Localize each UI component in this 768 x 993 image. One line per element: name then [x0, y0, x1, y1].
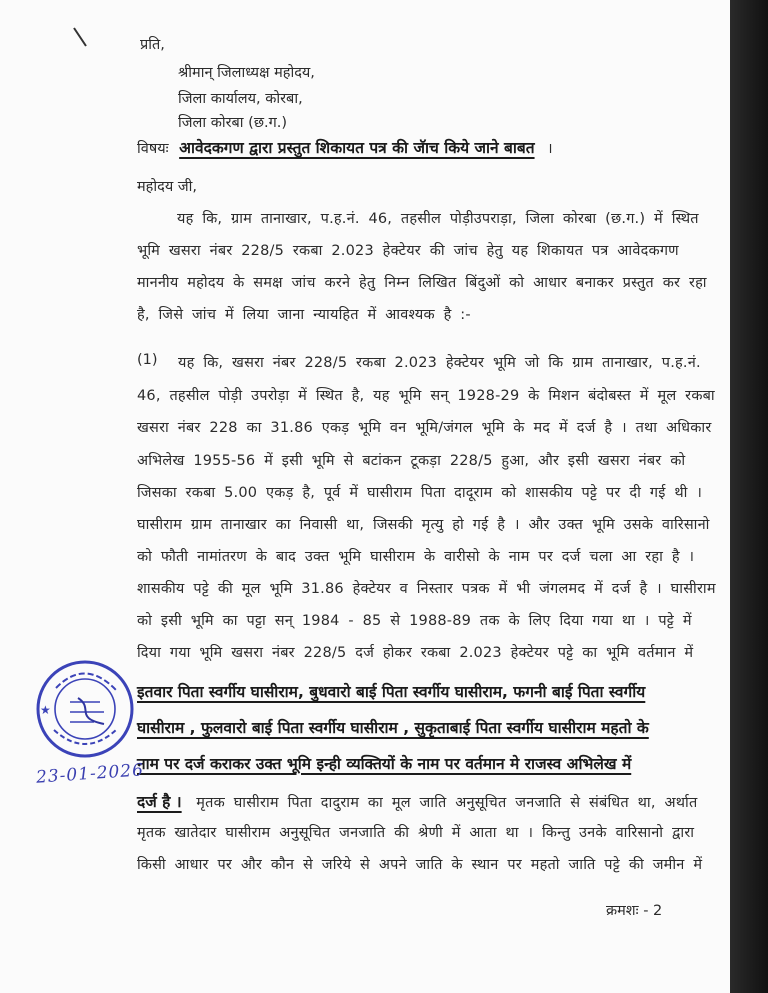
salutation: महोदय जी,: [137, 179, 197, 195]
pen-stroke-mark: [72, 26, 88, 48]
point-line: मृतक खातेदार घासीराम अनुसूचित जनजाति की श्रेणी में आता था । किन्तु उनके वारिसानो द्वारा: [137, 825, 695, 841]
subject-end: ।: [547, 141, 553, 157]
subject-label: विषयः: [137, 141, 169, 157]
point-tail-line: [137, 790, 697, 812]
bold-underlined-line: इतवार पिता स्वर्गीय घासीराम, बुधवारो बाई पिता स्वर्गीय घासीराम, फगनी बाई पिता स्वर्गीय: [137, 683, 646, 701]
point-line: किसी आधार पर और कौन से जरिये से अपने जाति के स्थान पर महतो जाति पट्टे की जमीन में: [137, 857, 703, 873]
bold-underlined-end: दर्ज है ।: [137, 793, 182, 811]
continuation-mark: क्रमशः - 2: [606, 903, 663, 919]
subject-line: [137, 136, 553, 158]
intro-line: यह कि, ग्राम तानाखार, प.ह.नं. 46, तहसील पोड़ीउपराड़ा, जिला कोरबा (छ.ग.) में स्थित: [177, 211, 699, 227]
point-number: (1): [137, 352, 158, 368]
svg-text:★: ★: [40, 703, 51, 717]
subject-text: आवेदकगण द्वारा प्रस्तुत शिकायत पत्र की जॅाच किये जाने बाबत: [179, 139, 535, 157]
point-line: जिसका रकबा 5.00 एकड़ है, पूर्व में घासीराम पिता दादूराम को शासकीय पट्टे पर दी गई थी ।: [137, 485, 703, 501]
point-line: अभिलेख 1955-56 में इसी भूमि से बटांकन टूकड़ा 228/5 हुआ, और इसी खसरा नंबर को: [137, 453, 686, 469]
prati-label: प्रति,: [140, 37, 165, 53]
bold-underlined-line: घासीराम , फुलवारो बाई पिता स्वर्गीय घासीराम , सुकृताबाई पिता स्वर्गीय घासीराम महतो के: [137, 719, 649, 737]
point-line: यह कि, खसरा नंबर 228/5 रकबा 2.023 हेक्टेयर भूमि जो कि ग्राम तानाखार, प.ह.नं.: [178, 355, 701, 371]
addressee-line-2: जिला कार्यालय, कोरबा,: [178, 91, 303, 107]
intro-line: माननीय महोदय के समक्ष जांच करने हेतु निम्न लिखित बिंदुओं को आधार बनाकर प्रस्तुत कर रहा: [137, 275, 707, 291]
intro-line: है, जिसे जांच में लिया जाना न्यायहित में आवश्यक है :-: [137, 307, 471, 323]
tail-first-text: मृतक घासीराम पिता दादुराम का मूल जाति अनुसूचित जनजाति से संबंधित था, अर्थात: [196, 795, 698, 811]
point-line: घासीराम ग्राम तानाखार का निवासी था, जिसकी मृत्यु हो गई है । और उक्त भूमि उसके वारिसानो: [137, 517, 710, 533]
point-line: को फौती नामांतरण के बाद उक्त भूमि घासीराम के वारीसो के नाम पर दर्ज चला आ रहा है ।: [137, 549, 695, 565]
addressee-line-3: जिला कोरबा (छ.ग.): [178, 115, 288, 131]
office-received-stamp: [34, 658, 136, 760]
bold-underlined-line: नाम पर दर्ज कराकर उक्त भूमि इन्ही व्यक्तियों के नाम पर वर्तमान मे राजस्व अभिलेख में: [137, 755, 632, 773]
point-line: दिया गया भूमि खसरा नंबर 228/5 दर्ज होकर रकबा 2.023 हेक्टेयर पट्टे का भूमि वर्तमान में: [137, 645, 694, 661]
point-line: 46, तहसील पोड़ी उपरोड़ा में स्थित है, यह भूमि सन् 1928-29 के मिशन बंदोबस्त में मूल रकबा: [137, 388, 715, 404]
addressee-line-1: श्रीमान् जिलाध्यक्ष महोदय,: [178, 65, 315, 81]
intro-line: भूमि खसरा नंबर 228/5 रकबा 2.023 हेक्टेयर की जांच हेतु यह शिकायत पत्र आवेदकगण: [137, 243, 679, 259]
point-line: को इसी भूमि का पट्टा सन् 1984 - 85 से 1988-89 तक के लिए दिया गया था । पट्टे में: [137, 613, 692, 629]
point-line: शासकीय पट्टे की मूल भूमि 31.86 हेक्टेयर व निस्तार पत्रक में भी जंगलमद में दर्ज है । घासीराम: [137, 581, 716, 597]
point-line: खसरा नंबर 228 का 31.86 एकड़ भूमि वन भूमि/जंगल भूमि के मद में दर्ज है । तथा अधिकार: [137, 420, 712, 436]
background-edge: [730, 0, 768, 993]
stamp-date: 23-01-2026: [35, 760, 145, 788]
